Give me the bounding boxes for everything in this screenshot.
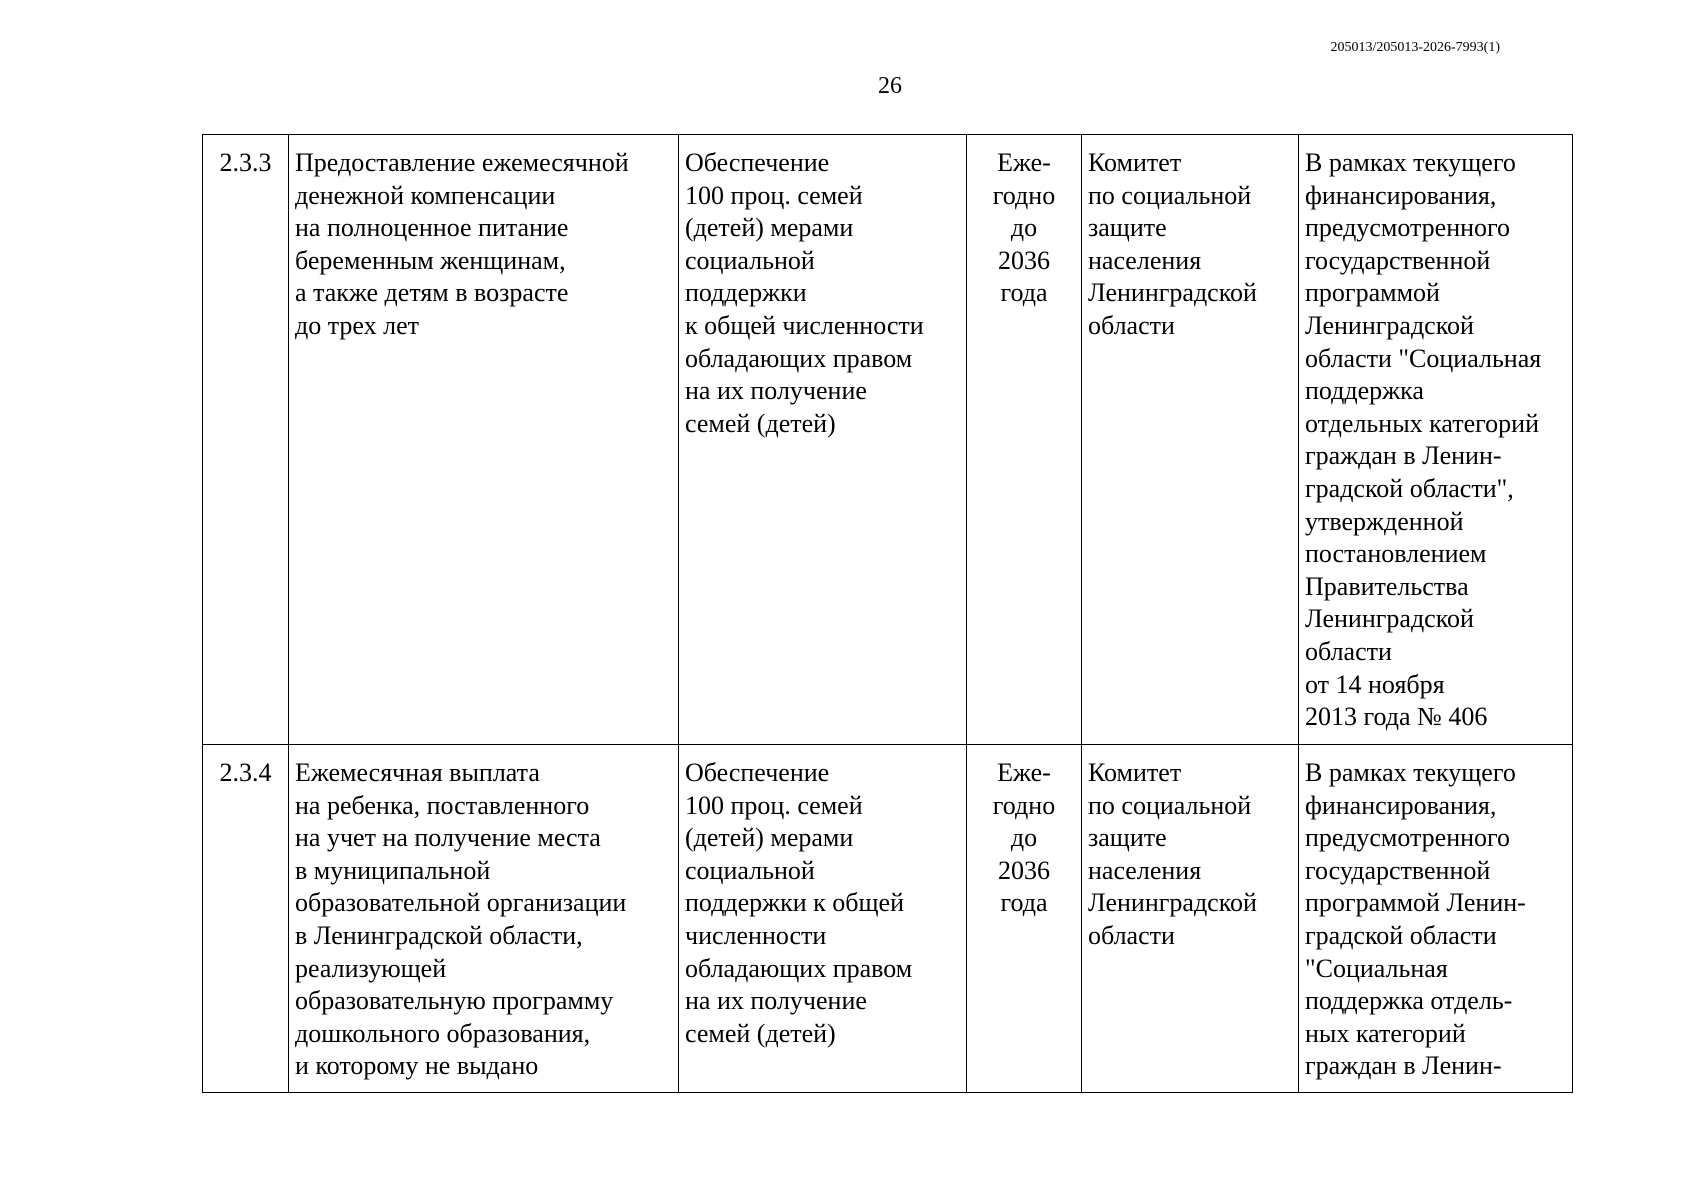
funding-cell: В рамках текущего финансирования, предусмотренного государственной программой Ленин- градской области "Социальная поддержка отдель- ных категорий граждан в Ленин- [1299,745,1573,1093]
result-cell: Обеспечение 100 проц. семей (детей) мерами социальной поддержки к общей численности обладающих правом на их получение семей (детей) [679,135,967,745]
measures-table [202,134,1573,1093]
executor-cell: Комитет по социальной защите населения Ленинградской области [1082,135,1299,745]
row-number: 2.3.4 [203,745,289,1093]
event-cell: Ежемесячная выплата на ребенка, поставленного на учет на получение места в муниципальной образовательной организации в Ленинградской области, реализующей образовательную программу дошкольного образования, и которому не выдано [289,745,679,1093]
executor-cell: Комитет по социальной защите населения Ленинградской области [1082,745,1299,1093]
funding-cell: В рамках текущего финансирования, предусмотренного государственной программой Ленинградской области "Социальная поддержка отдельных категорий граждан в Ленин- градской области", утвержденной постановлением Правительства Ленинградской области от 14 ноября 2013 года № 406 [1299,135,1573,745]
page-number: 26 [878,73,902,99]
table-row [203,135,1573,745]
document-id: 205013/205013-2026-7993(1) [1330,40,1500,55]
term-cell: Еже- годно до 2036 года [967,135,1082,745]
result-cell: Обеспечение 100 проц. семей (детей) мерами социальной поддержки к общей численности обладающих правом на их получение семей (детей) [679,745,967,1093]
row-number: 2.3.3 [203,135,289,745]
term-cell: Еже- годно до 2036 года [967,745,1082,1093]
table-row [203,745,1573,1093]
event-cell: Предоставление ежемесячной денежной компенсации на полноценное питание беременным женщинам, а также детям в возрасте до трех лет [289,135,679,745]
